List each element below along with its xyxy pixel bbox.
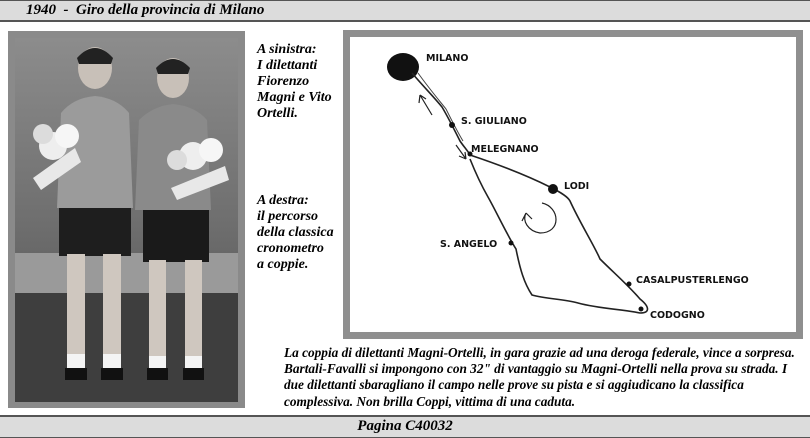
- page-title: 1940 - Giro della provincia di Milano: [26, 2, 265, 18]
- caption-route-map: A destra: il percorso della classica cronometro a coppie.: [257, 193, 334, 272]
- header-bar: [0, 0, 810, 22]
- sgiuliano-marker: [449, 122, 455, 128]
- article-text: La coppia di dilettanti Magni-Ortelli, in gara grazie ad una deroga federale, vince a sorpresa. Bartali-Favalli si impongono con 32" di vantaggio su Magni-Ortelli nella prova su strada. I due dilettanti sbaragliano il campo nelle prove su pista e si aggiudicano la classifica complessiva. Non brilla Coppi, vittima di una caduta.: [284, 345, 795, 409]
- label-codogno: CODOGNO: [650, 310, 705, 321]
- label-casalpusterlengo: CASALPUSTERLENGO: [636, 275, 749, 286]
- casalpusterlengo-marker: [627, 282, 632, 287]
- label-lodi: LODI: [564, 181, 590, 192]
- route-return-line: [418, 73, 463, 141]
- route-line: [412, 73, 648, 313]
- route-map: [350, 37, 796, 332]
- page-number: Pagina C40032: [357, 418, 453, 434]
- footer-bar: [0, 415, 810, 438]
- direction-arrow-icon: [522, 203, 556, 233]
- cyclists-photo-image: [15, 38, 238, 402]
- label-sgiuliano: S. GIULIANO: [461, 116, 527, 127]
- lodi-marker: [548, 184, 558, 194]
- cyclists-photo: [15, 38, 238, 402]
- label-sangelo: S. ANGELO: [440, 239, 498, 250]
- codogno-marker: [639, 307, 644, 312]
- label-milano: MILANO: [426, 53, 469, 64]
- route-map-svg: [350, 37, 796, 332]
- caption-left-photo: A sinistra: I dilettanti Fiorenzo Magni e Vito Ortelli.: [257, 42, 332, 121]
- label-melegnano: MELEGNANO: [471, 144, 539, 155]
- direction-arrow-icon: [419, 95, 432, 115]
- route-map-frame: [343, 30, 803, 339]
- sangelo-marker: [509, 241, 514, 246]
